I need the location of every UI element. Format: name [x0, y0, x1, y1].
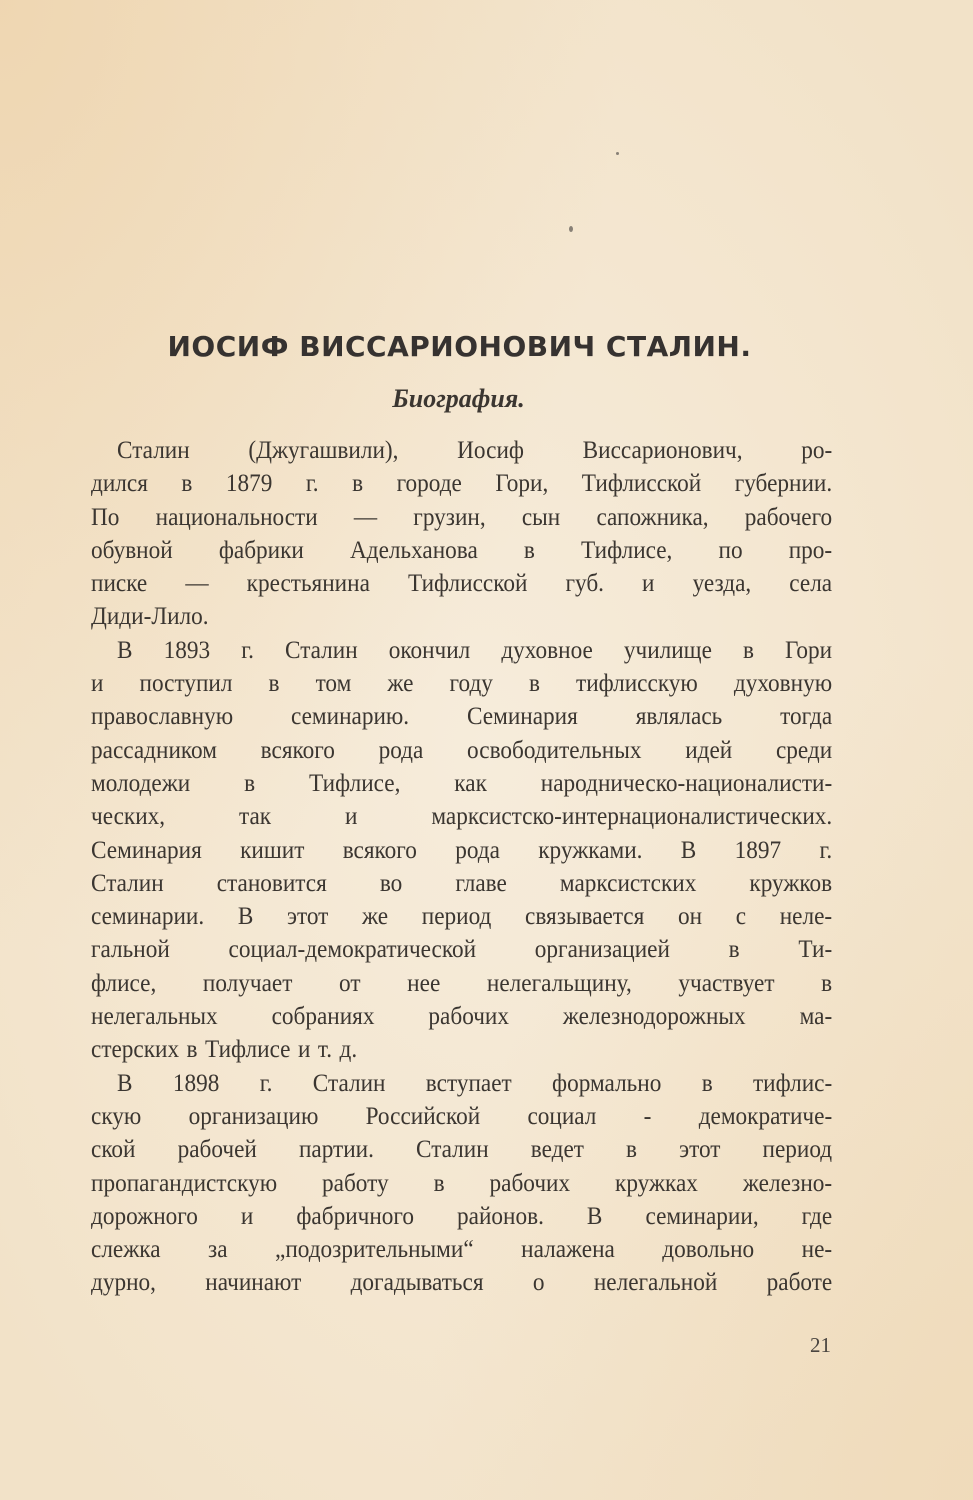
word: и	[297, 1036, 311, 1064]
text-line	[91, 667, 832, 700]
word: писке	[91, 570, 148, 598]
text-line	[91, 967, 832, 1000]
word: в	[523, 536, 535, 564]
word: вступает	[425, 1069, 512, 1097]
word: идей	[685, 736, 733, 764]
word: „подозрительными“	[275, 1236, 474, 1264]
word: семинарии.	[91, 903, 205, 931]
word: По	[91, 503, 120, 531]
word: рабочего	[744, 503, 833, 531]
text-line	[91, 1100, 832, 1133]
word: г.	[241, 636, 254, 664]
word: В	[117, 1069, 133, 1097]
word: Сталин	[312, 1069, 386, 1097]
word: в	[186, 1036, 198, 1064]
word: марксистско-интернационалистических.	[431, 803, 833, 831]
word: нелегальной	[593, 1269, 718, 1297]
word: флисе,	[91, 969, 157, 997]
word: и	[91, 670, 104, 698]
word: так	[239, 803, 272, 831]
text-line	[91, 634, 832, 667]
word: главе	[455, 869, 507, 897]
word: в	[268, 670, 280, 698]
word: марксистских	[559, 869, 697, 897]
word: этот	[679, 1136, 721, 1164]
word: рабочей	[177, 1136, 257, 1164]
word: Иосиф	[457, 437, 524, 464]
word: рода	[378, 736, 424, 764]
word: рода	[455, 836, 500, 864]
word: Российской	[365, 1102, 481, 1130]
text-line	[91, 567, 832, 600]
word: тогда	[780, 703, 833, 731]
text-line	[91, 1067, 832, 1100]
text-line	[91, 700, 832, 733]
word: духовное	[501, 636, 593, 664]
word: о	[532, 1269, 545, 1297]
word: губ.	[565, 570, 604, 598]
word: национальности	[155, 503, 318, 531]
text-line	[91, 900, 832, 933]
word: в	[701, 1069, 713, 1097]
text-line	[91, 1266, 832, 1299]
word: являлась	[635, 703, 723, 731]
word: Тифлисе,	[309, 769, 401, 797]
word: период	[762, 1136, 833, 1164]
word: про-	[788, 536, 833, 564]
word: неле-	[779, 903, 833, 931]
page-number: 21	[810, 1333, 831, 1357]
text-line	[91, 1167, 832, 1200]
word: нее	[407, 969, 441, 997]
word: кишит	[240, 836, 305, 864]
word: участвует	[678, 969, 775, 997]
word: и	[240, 1202, 254, 1230]
word: семинарию.	[290, 703, 410, 731]
text-line	[91, 534, 832, 567]
word: догадываться	[350, 1269, 484, 1297]
word: же	[362, 903, 389, 931]
word: социал	[527, 1102, 597, 1130]
word: семинарии,	[645, 1202, 759, 1230]
word: ведет	[530, 1136, 584, 1164]
word: Тифлисе	[204, 1036, 291, 1064]
word: кружков	[749, 869, 833, 897]
word: 1897	[734, 836, 782, 864]
word: районов.	[457, 1202, 544, 1230]
word: получает	[202, 969, 293, 997]
word: в	[626, 1136, 638, 1164]
word: —	[353, 503, 378, 531]
word: же	[387, 670, 414, 698]
word: тифлисскую	[576, 670, 698, 698]
word: социал-демократической	[228, 936, 477, 964]
word: связывается	[525, 903, 645, 931]
word: всякого	[260, 736, 335, 764]
word: дурно,	[91, 1269, 156, 1297]
word: крестьянина	[246, 570, 370, 598]
word: в	[821, 969, 833, 997]
word: довольно	[662, 1236, 755, 1264]
text-line	[91, 501, 832, 534]
word: Сталин	[284, 636, 358, 664]
word: в	[529, 670, 540, 698]
word: сын	[521, 503, 561, 531]
word: формально	[552, 1069, 662, 1097]
word: духовную	[733, 670, 833, 698]
text-line	[91, 1233, 832, 1266]
word: училище	[623, 636, 712, 664]
word: уезда,	[692, 570, 752, 598]
word: в	[181, 470, 193, 498]
word: налажена	[521, 1236, 615, 1264]
word: городе	[396, 470, 462, 498]
word: 1879	[225, 470, 273, 498]
word: освободительных	[467, 736, 642, 764]
word: всякого	[342, 836, 417, 864]
word: по	[718, 536, 743, 564]
word: (Джугашвили),	[248, 437, 399, 464]
word: В	[586, 1202, 603, 1230]
word: окончил	[388, 636, 471, 664]
word: он	[677, 903, 703, 931]
word: в	[352, 470, 364, 498]
word: ческих,	[91, 803, 166, 831]
word: в	[742, 636, 754, 664]
word: Гори,	[495, 470, 549, 498]
word: рассадником	[91, 736, 217, 764]
word: рабочих	[428, 1003, 509, 1031]
text-line	[91, 734, 832, 767]
word: во	[379, 869, 403, 897]
word: т.	[317, 1036, 333, 1064]
word: среди	[775, 736, 833, 764]
body-text	[91, 434, 832, 1300]
word: обувной	[91, 536, 173, 564]
word: Сталин	[117, 437, 190, 464]
word: Сталин	[416, 1136, 489, 1164]
word: села	[789, 570, 833, 598]
text-line	[91, 1133, 832, 1166]
word: скую	[91, 1102, 142, 1130]
word: 1893	[163, 636, 211, 664]
text-line	[91, 800, 832, 833]
word: грузин,	[413, 503, 486, 531]
word: фабричного	[296, 1202, 414, 1230]
word: году	[449, 670, 493, 698]
word: от	[339, 969, 361, 997]
word: г.	[259, 1069, 273, 1097]
word: сапожника,	[596, 503, 709, 531]
word: Гори	[785, 636, 833, 664]
word: работе	[766, 1269, 833, 1297]
word: работу	[322, 1169, 389, 1197]
text-line	[91, 867, 832, 900]
word: и	[642, 570, 655, 598]
word: период	[421, 903, 492, 931]
word: организацией	[534, 936, 670, 964]
text-line	[91, 467, 832, 500]
word: кружках	[615, 1169, 698, 1197]
word: том	[315, 670, 352, 698]
text-line	[91, 600, 832, 633]
word: партии.	[298, 1136, 374, 1164]
page-title: ИОСИФ ВИССАРИОНОВИЧ СТАЛИН.	[167, 330, 752, 363]
page-subtitle: Биография.	[392, 384, 525, 413]
word: собраниях	[271, 1003, 375, 1031]
word: организацию	[188, 1102, 319, 1130]
text-line	[91, 434, 832, 467]
word: ро-	[801, 437, 833, 464]
word: -	[643, 1102, 652, 1130]
word: В	[237, 903, 254, 931]
word: Семинария	[467, 703, 578, 731]
word: этот	[287, 903, 329, 931]
word: железно-	[742, 1169, 833, 1197]
word: с	[735, 903, 747, 931]
word: нелегальных	[91, 1003, 218, 1031]
word: Тифлисской	[407, 570, 528, 598]
word: за	[208, 1236, 228, 1264]
text-line	[91, 1000, 832, 1033]
word: как	[454, 769, 487, 797]
word: г.	[819, 836, 833, 864]
word: Тифлисе,	[581, 536, 673, 564]
word: дорожного	[91, 1202, 198, 1230]
word: 1898	[172, 1069, 220, 1097]
word: д.	[339, 1036, 358, 1064]
word: Тифлисской	[581, 470, 702, 498]
word: нелегальщину,	[486, 969, 632, 997]
word: пропагандистскую	[91, 1169, 278, 1197]
word: ма-	[799, 1003, 833, 1031]
word: Диди-Лило.	[91, 603, 209, 631]
word: фабрики	[218, 536, 304, 564]
word: и	[345, 803, 358, 831]
word: Сталин	[91, 869, 164, 897]
word: В	[117, 636, 133, 664]
word: где	[801, 1202, 833, 1230]
word: В	[680, 836, 697, 864]
word: тифлис-	[753, 1069, 833, 1097]
word: г.	[305, 470, 319, 498]
text-line	[91, 1033, 832, 1066]
word: дился	[91, 470, 148, 498]
word: Семинария	[91, 836, 202, 864]
word: железнодорожных	[562, 1003, 746, 1031]
word: Адельханова	[349, 536, 478, 564]
word: в	[433, 1169, 445, 1197]
word: кружками.	[538, 836, 643, 864]
word: Ти-	[798, 936, 833, 964]
text-line	[91, 1200, 832, 1233]
ink-speck	[616, 152, 619, 155]
word: поступил	[139, 670, 233, 698]
word: православную	[91, 703, 234, 731]
word: слежка	[91, 1236, 161, 1264]
word: народническо-националисти-	[540, 769, 833, 797]
word: становится	[216, 869, 327, 897]
word: начинают	[205, 1269, 302, 1297]
word: в	[244, 769, 256, 797]
text-line	[91, 933, 832, 966]
text-line	[91, 767, 832, 800]
word: —	[185, 570, 209, 598]
word: в	[728, 936, 740, 964]
word: гальной	[91, 936, 170, 964]
word: демократиче-	[698, 1102, 833, 1130]
text-line	[91, 834, 832, 867]
word: не-	[801, 1236, 833, 1264]
word: рабочих	[489, 1169, 571, 1197]
word: стерских	[91, 1036, 180, 1064]
word: ской	[91, 1136, 136, 1164]
word: молодежи	[91, 769, 191, 797]
word: губернии.	[734, 470, 833, 498]
ink-speck	[569, 226, 573, 232]
word: Виссарионович,	[582, 437, 743, 464]
